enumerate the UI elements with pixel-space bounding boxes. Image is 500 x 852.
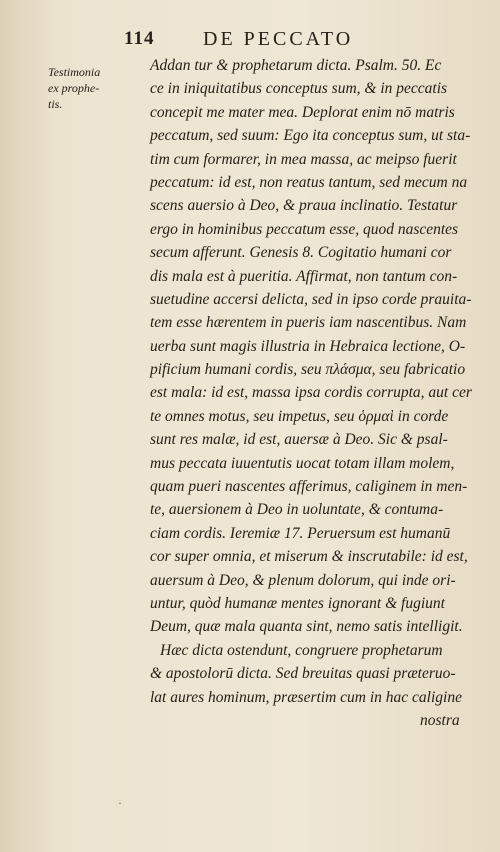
text-line: uerba sunt magis illustria in Hebraica lectione, O- xyxy=(150,337,466,355)
body-text xyxy=(150,54,482,732)
text-line: tem esse hærentem in pueris iam nascentibus. Nam xyxy=(150,314,467,332)
text-line: ciam cordis. Ieremiæ 17. Peruersum est humanū xyxy=(150,524,451,542)
text-line: scens auersio à Deo, & praua inclinatio. Testatur xyxy=(150,197,458,215)
marginal-note-line: ex prophe- xyxy=(48,81,100,95)
text-line: Addan tur & prophetarum dicta. Psalm. 50. Ec xyxy=(150,57,442,74)
text-line: mus peccata iuuentutis uocat totam illam molem, xyxy=(150,454,455,472)
text-line: secum afferunt. Genesis 8. Cogitatio humani cor xyxy=(150,244,452,262)
text-line: quam pueri nascentes afferimus, caliginem in men- xyxy=(150,478,468,496)
marginal-note xyxy=(48,64,124,112)
text-line: peccatum, sed suum: Ego ita conceptus sum, ut sta- xyxy=(150,127,471,145)
text-line: sunt res malæ, id est, auersæ à Deo. Sic & psal- xyxy=(150,431,448,449)
text-line: est mala: id est, massa ipsa cordis corrupta, aut cer xyxy=(150,384,472,402)
text-line: lat aures hominum, præsertim cum in hac caligine xyxy=(150,688,462,706)
text-line: ce in iniquitatibus conceptus sum, & in peccatis xyxy=(150,80,448,98)
text-line: suetudine accersi delicta, sed in ipso corde prauita- xyxy=(150,290,472,308)
catchword: nostra xyxy=(420,711,460,729)
text-line: Hæc dicta ostendunt, congruere prophetarum xyxy=(160,641,443,659)
text-line: untur, quòd humanæ mentes ignorant & fugiunt xyxy=(150,594,445,612)
running-head: DE PECCATO xyxy=(203,28,354,50)
marginal-note-line: tis. xyxy=(48,97,63,111)
text-line: te omnes motus, seu impetus, seu ὁρμαὶ in corde xyxy=(150,407,449,425)
text-line: Deum, quæ mala quanta sint, nemo satis intelligit. xyxy=(150,618,463,636)
text-line: concepit me mater mea. Deplorat enim nō matris xyxy=(150,103,455,121)
text-line: ergo in hominibus peccatum esse, quod nascentes xyxy=(150,220,459,238)
text-line: pificium humani cordis, seu πλάσμα, seu fabricatio xyxy=(150,361,466,379)
page-header xyxy=(0,28,500,54)
text-line: peccatum: id est, non reatus tantum, sed mecum na xyxy=(150,173,468,191)
ink-speck: · xyxy=(118,796,122,810)
text-line: cor super omnia, et miserum & inscrutabile: id est, xyxy=(150,548,468,566)
text-line: dis mala est à pueritia. Affirmat, non tantum con- xyxy=(150,267,458,285)
page-number: 114 xyxy=(124,28,155,49)
text-line: auersum à Deo, & plenum dolorum, qui inde ori- xyxy=(150,571,456,589)
marginal-note-line: Testimonia xyxy=(48,65,101,79)
text-line: tim cum formarer, in mea massa, ac meipso fuerit xyxy=(150,150,457,168)
text-line: te, auersionem à Deo in uoluntate, & contuma- xyxy=(150,501,444,519)
text-line: & apostolorū dicta. Sed breuitas quasi præteruo- xyxy=(150,665,456,683)
